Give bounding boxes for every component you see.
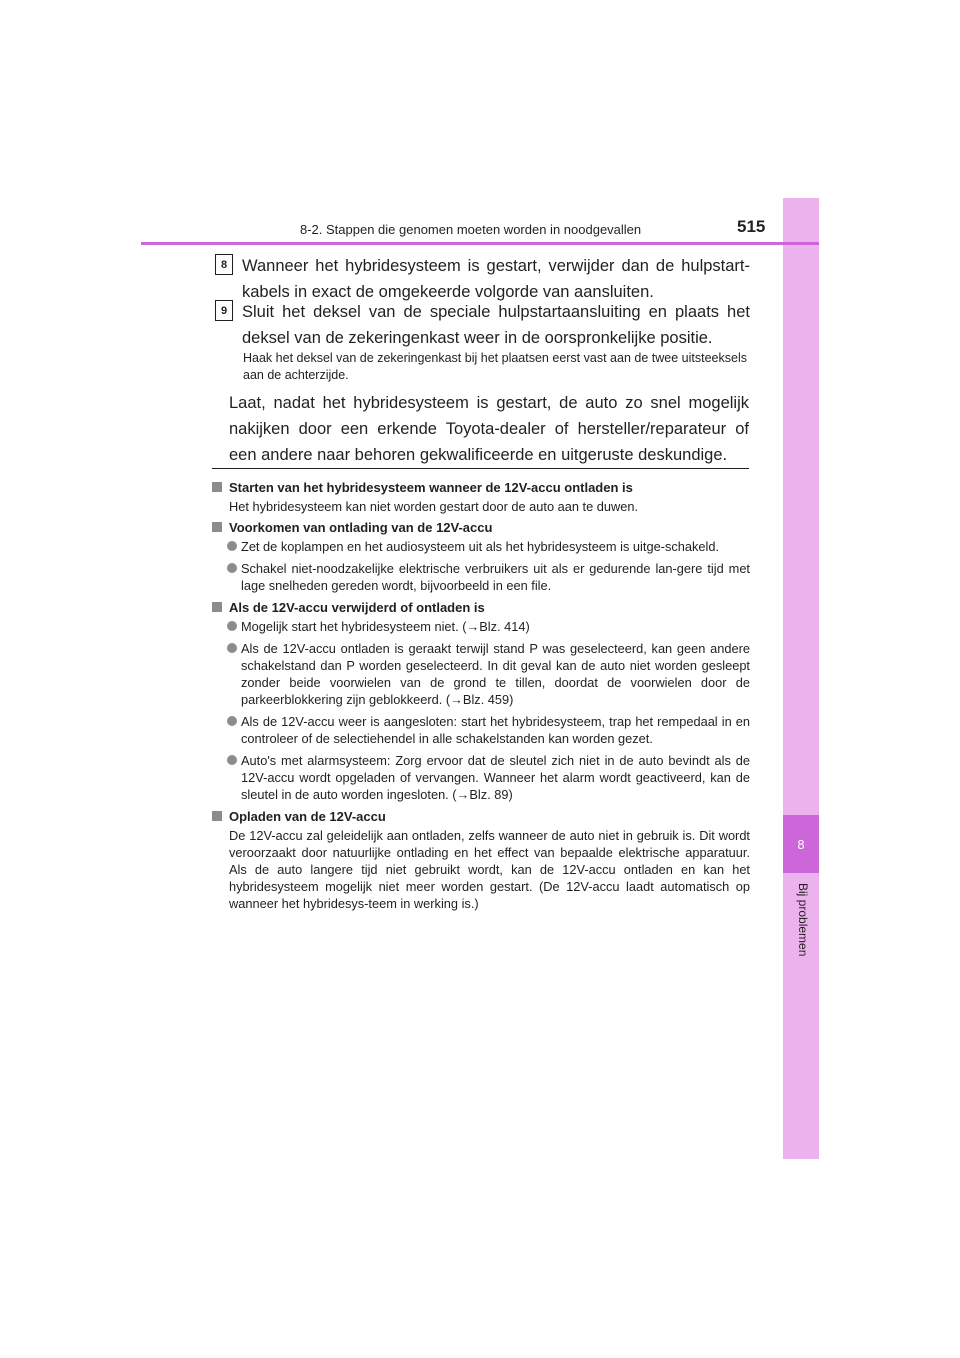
circle-bullet-icon bbox=[227, 755, 237, 765]
bullet-text: Schakel niet-noodzakelijke elektrische verbruikers uit als er gedurende lan-gere tijd met lage snelheden gereden wordt, bijvoorbeeld in een file. bbox=[241, 561, 750, 593]
note-heading bbox=[212, 808, 750, 825]
circle-bullet-icon bbox=[227, 621, 237, 631]
step-text: Sluit het deksel van de speciale hulpstartaansluiting en plaats het deksel van de zekeringenkast weer in de oorspronkelijke positie. bbox=[242, 303, 750, 347]
body-paragraph: Laat, nadat het hybridesysteem is gestart, de auto zo snel mogelijk nakijken door een erkende Toyota-dealer of hersteller/reparateur of een andere naar behoren gekwalificeerde en uitgeruste deskundige. bbox=[229, 394, 749, 464]
note-heading bbox=[212, 479, 750, 496]
square-bullet-icon bbox=[212, 811, 222, 821]
square-bullet-icon bbox=[212, 482, 222, 492]
bullet-text: Als de 12V-accu weer is aangesloten: start het hybridesysteem, trap het rempedaal in en controleer of de selectiehendel in alle schakelstanden kan worden gezet. bbox=[241, 714, 750, 746]
note-body: De 12V-accu zal geleidelijk aan ontladen, zelfs wanneer de auto niet in gebruik is. Dit wordt veroorzaakt door natuurlijke ontlading en het effect van bepaalde elektrische apparatuur. Als de auto langere tijd niet gebruikt wordt, kan de 12V-accu ontladen en kan het hybridesysteem mogelijk niet meer worden gestart. (De 12V-accu laadt automatisch op wanneer het hybridesys-teem in werking is.) bbox=[229, 828, 750, 911]
circle-bullet-icon bbox=[227, 716, 237, 726]
square-bullet-icon bbox=[212, 602, 222, 612]
note-heading bbox=[212, 519, 750, 536]
bullet-item bbox=[212, 618, 750, 635]
step-number-box: 8 bbox=[215, 254, 233, 275]
header-rule bbox=[141, 242, 819, 245]
step-8 bbox=[215, 253, 750, 305]
bullet-item bbox=[212, 640, 750, 708]
step-text: Wanneer het hybridesysteem is gestart, verwijder dan de hulpstart-kabels in exact de omgekeerde volgorde van aansluiten. bbox=[242, 257, 750, 301]
circle-bullet-icon bbox=[227, 563, 237, 573]
page-number: 515 bbox=[737, 217, 766, 236]
note-heading-text: Als de 12V-accu verwijderd of ontladen is bbox=[229, 600, 485, 615]
step-number-box: 9 bbox=[215, 300, 233, 321]
bullet-item bbox=[212, 752, 750, 803]
notes-section bbox=[212, 479, 750, 916]
bullet-text: Zet de koplampen en het audiosysteem uit als het hybridesysteem is uitge-schakeld. bbox=[241, 539, 720, 554]
bullet-item bbox=[212, 560, 750, 594]
bullet-text: Auto's met alarmsysteem: Zorg ervoor dat de sleutel zich niet in de auto bevindt als de 12V-accu wordt opgeladen of vervangen. Wanneer het alarm wordt geactiveerd, kan de sleutel in de auto worden ingesloten. (→Blz. 89) bbox=[241, 753, 750, 802]
bullet-item bbox=[212, 538, 750, 555]
square-bullet-icon bbox=[212, 522, 222, 532]
note-body: Het hybridesysteem kan niet worden gestart door de auto aan te duwen. bbox=[229, 499, 639, 514]
note-heading bbox=[212, 599, 750, 616]
bullet-item bbox=[212, 713, 750, 747]
note-heading-text: Starten van het hybridesysteem wanneer de 12V-accu ontladen is bbox=[229, 480, 633, 495]
bullet-text: Mogelijk start het hybridesysteem niet. (→Blz. 414) bbox=[241, 619, 530, 634]
step-note: Haak het deksel van de zekeringenkast bij het plaatsen eerst vast aan de twee uitsteeksels aan de achterzijde. bbox=[243, 351, 747, 382]
section-title: 8-2. Stappen die genomen moeten worden in noodgevallen bbox=[300, 222, 642, 237]
note-heading-text: Opladen van de 12V-accu bbox=[229, 809, 386, 824]
chapter-label: Bij problemen bbox=[796, 883, 810, 957]
circle-bullet-icon bbox=[227, 643, 237, 653]
bullet-text: Als de 12V-accu ontladen is geraakt terwijl stand P was geselecteerd, kan geen andere schakelstand dan P worden geselecteerd. In dit geval kan de auto niet worden gesleept zonder beide voorwielen van de grond te tillen, doordat de voorwielen door de parkeerblokkering zijn geblokkeerd. (→Blz. 459) bbox=[241, 641, 750, 707]
chapter-number-tab[interactable]: 8 bbox=[783, 815, 819, 873]
step-9 bbox=[215, 299, 750, 351]
circle-bullet-icon bbox=[227, 541, 237, 551]
note-heading-text: Voorkomen van ontlading van de 12V-accu bbox=[229, 520, 493, 535]
chapter-side-tab bbox=[783, 198, 819, 1159]
section-divider bbox=[212, 468, 749, 469]
